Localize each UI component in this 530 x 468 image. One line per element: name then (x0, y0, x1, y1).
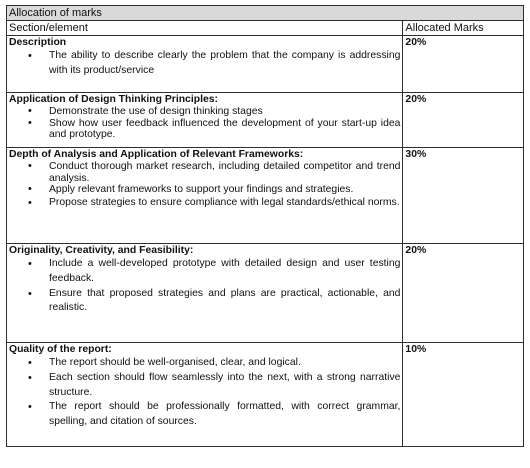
criteria-list (9, 106, 400, 140)
marks-value: 20% (405, 94, 427, 105)
table-row (7, 244, 524, 343)
criteria-item: • Propose strategies to ensure compliance with legal standards/ethical norms. (9, 196, 400, 211)
marks-cell (403, 244, 524, 343)
section-heading: Application of Design Thinking Principles: (9, 94, 218, 105)
table-row (7, 93, 524, 148)
marks-value: 20% (405, 37, 427, 48)
section-cell (7, 343, 403, 447)
criteria-item: • Each section should flow seamlessly into the next, with a strong narrative structure. (9, 371, 400, 400)
marks-cell (403, 93, 524, 148)
criteria-item: • Conduct thorough market research, including detailed competitor and trend analysis. (9, 161, 400, 184)
criteria-list (9, 161, 400, 210)
section-cell (7, 36, 403, 93)
section-cell (7, 148, 403, 244)
criteria-item: • The report should be professionally formatted, with correct grammar, spelling, and citation of sources. (9, 400, 400, 429)
criteria-item: • Apply relevant frameworks to support your findings and strategies. (9, 184, 400, 195)
section-heading: Originality, Creativity, and Feasibility: (9, 245, 194, 256)
criteria-item: • Include a well-developed prototype with detailed design and user testing feedback. (9, 257, 400, 286)
column-header-section: Section/element (7, 21, 403, 36)
criteria-item: • The report should be well-organised, clear, and logical. (9, 356, 400, 371)
marks-value: 10% (405, 344, 427, 355)
section-cell (7, 93, 403, 148)
table-row (7, 36, 524, 93)
table-header-row (7, 21, 524, 36)
marks-cell (403, 36, 524, 93)
section-heading: Depth of Analysis and Application of Relevant Frameworks: (9, 149, 304, 160)
allocation-of-marks-table (6, 5, 524, 447)
criteria-list (9, 356, 400, 429)
criteria-item: • Demonstrate the use of design thinking stages (9, 106, 400, 117)
section-heading: Description (9, 37, 67, 48)
criteria-item: • Show how user feedback influenced the development of your start-up idea and prototype. (9, 118, 400, 141)
marks-value: 30% (405, 149, 427, 160)
marks-cell (403, 148, 524, 244)
marks-value: 20% (405, 245, 427, 256)
table-title-row (7, 6, 524, 21)
table-row (7, 148, 524, 244)
table-title: Allocation of marks (7, 6, 524, 21)
marks-cell (403, 343, 524, 447)
section-heading: Quality of the report: (9, 344, 112, 355)
table-row (7, 343, 524, 447)
criteria-item: • Ensure that proposed strategies and plans are practical, actionable, and realistic. (9, 287, 400, 316)
column-header-marks: Allocated Marks (403, 21, 524, 36)
section-cell (7, 244, 403, 343)
criteria-item: • The ability to describe clearly the problem that the company is addressing with its product/service (9, 49, 400, 78)
criteria-list (9, 257, 400, 315)
criteria-list (9, 49, 400, 78)
